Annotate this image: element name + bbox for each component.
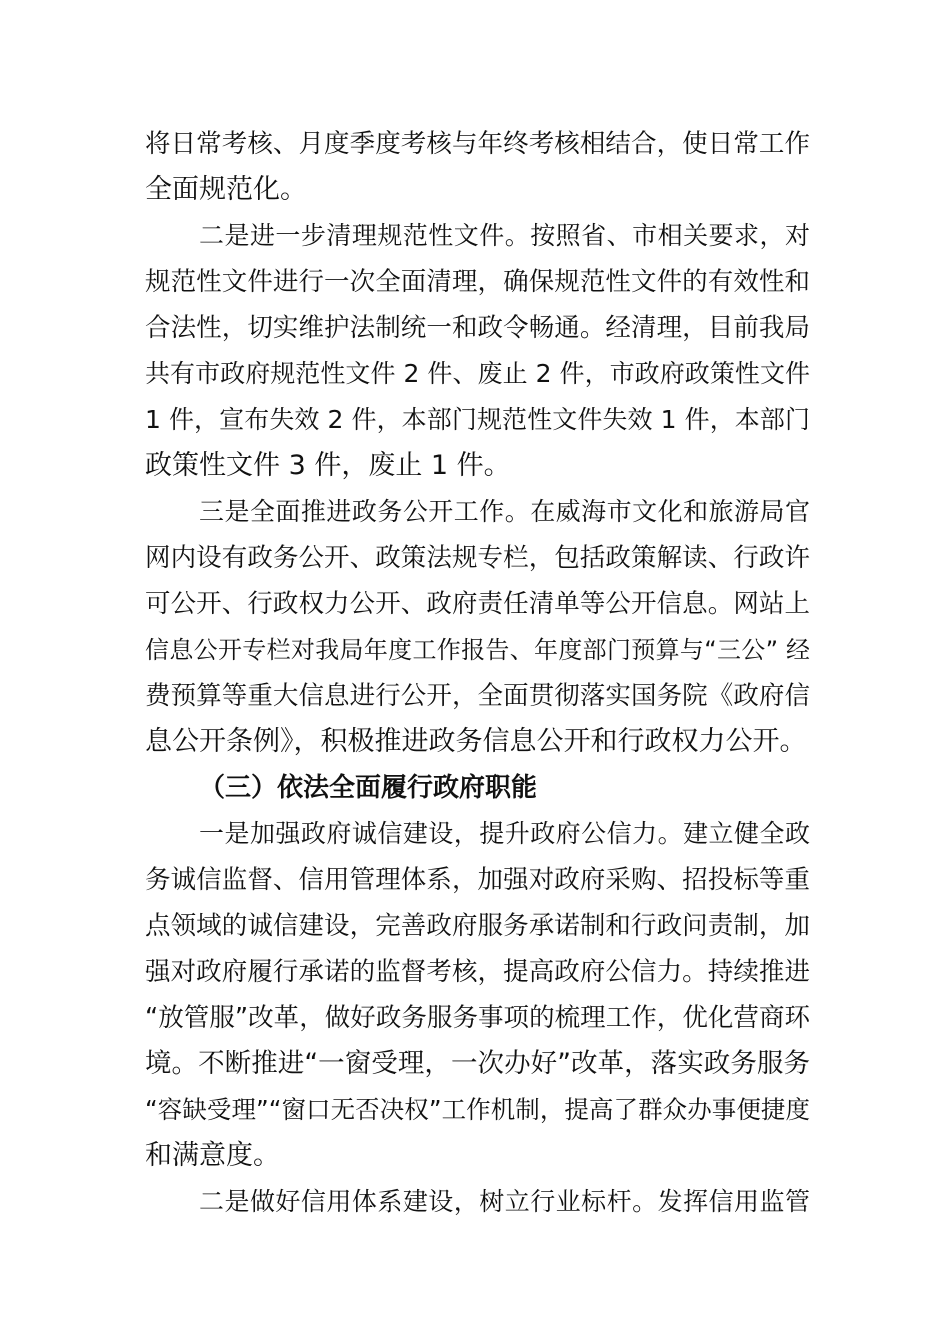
body-text-line: 1 件，宣布失效 2 件，本部门规范性文件失效 1 件，本部门 xyxy=(145,405,810,434)
body-text-line: 可公开、行政权力公开、政府责任清单等公开信息。网站上 xyxy=(145,589,810,619)
body-text-line: 规范性文件进行一次全面清理，确保规范性文件的有效性和 xyxy=(145,267,810,297)
body-text-line: 全面规范化。 xyxy=(145,174,307,205)
body-text-line: 务诚信监督、信用管理体系，加强对政府采购、招投标等重 xyxy=(145,865,810,895)
body-text-line: “容缺受理”“窗口无否决权”工作机制，提高了群众办事便捷度 xyxy=(145,1095,810,1124)
body-text-line: 和满意度。 xyxy=(145,1140,280,1171)
body-text-line: 共有市政府规范性文件 2 件、废止 2 件，市政府政策性文件 xyxy=(145,359,810,388)
body-text-line: 网内设有政务公开、政策法规专栏，包括政策解读、行政许 xyxy=(145,543,810,573)
body-text-line: 将日常考核、月度季度考核与年终考核相结合，使日常工作 xyxy=(145,129,810,159)
paragraph-start-line: 一是加强政府诚信建设，提升政府公信力。建立健全政 xyxy=(199,819,810,848)
body-text-line: 政策性文件 3 件，废止 1 件。 xyxy=(145,450,511,481)
body-text-line: 境。不断推进“一窗受理，一次办好”改革，落实政务服务 xyxy=(145,1048,810,1079)
body-text-line: 息公开条例》，积极推进政务信息公开和行政权力公开。 xyxy=(145,726,807,757)
paragraph-start-line: 二是进一步清理规范性文件。按照省、市相关要求，对 xyxy=(199,221,810,250)
body-text-line: 费预算等重大信息进行公开，全面贯彻落实国务院《政府信 xyxy=(145,681,810,711)
body-text-line: “放管服”改革，做好政务服务事项的梳理工作，优化营商环 xyxy=(145,1003,810,1033)
body-text-line: 合法性，切实维护法制统一和政令畅通。经清理，目前我局 xyxy=(145,313,810,343)
paragraph-start-line: 三是全面推进政务公开工作。在威海市文化和旅游局官 xyxy=(199,497,810,526)
body-text-line: 信息公开专栏对我局年度工作报告、年度部门预算与“三公” 经 xyxy=(145,636,810,664)
body-text-line: 强对政府履行承诺的监督考核，提高政府公信力。持续推进 xyxy=(145,957,810,987)
body-text-line: 点领域的诚信建设，完善政府服务承诺制和行政问责制，加 xyxy=(145,911,810,941)
paragraph-start-line: 二是做好信用体系建设，树立行业标杆。发挥信用监管 xyxy=(199,1187,810,1216)
section-heading: （三）依法全面履行政府职能 xyxy=(199,773,538,803)
